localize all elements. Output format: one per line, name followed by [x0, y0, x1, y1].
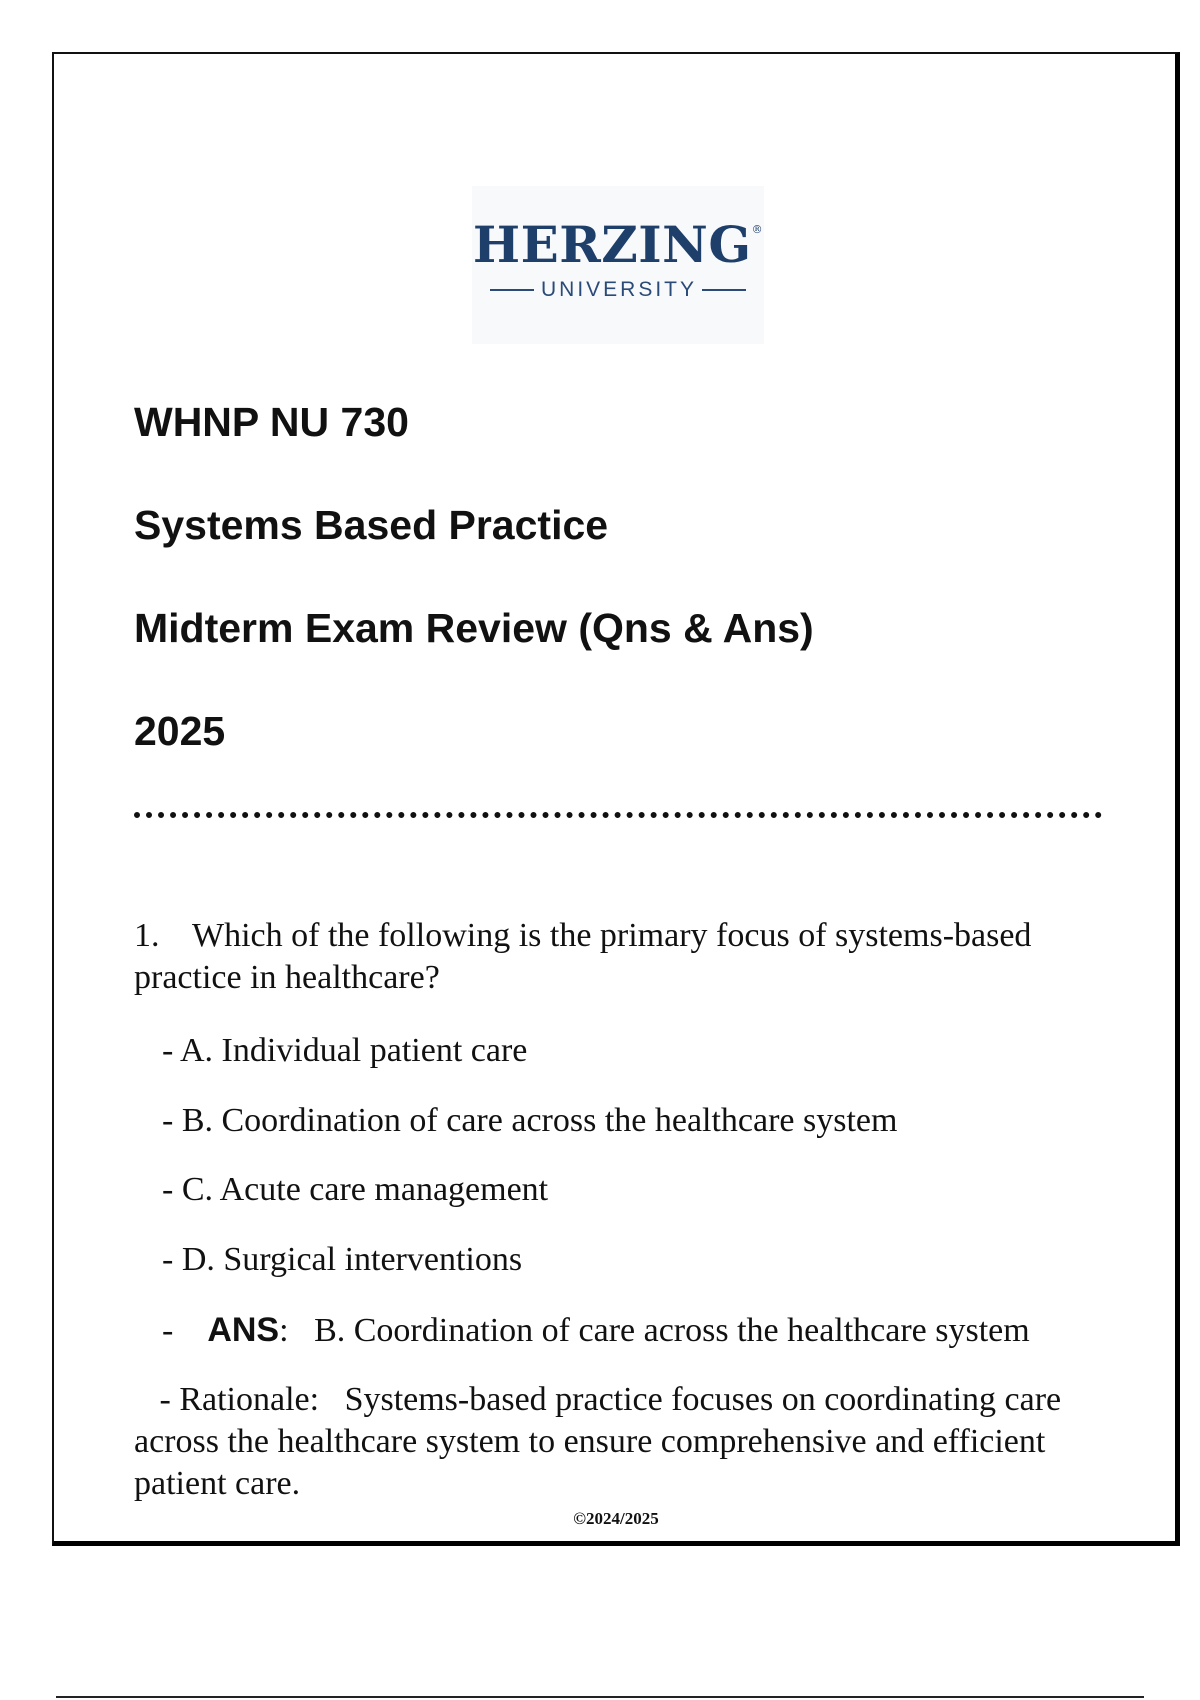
logo-registered-mark: ®	[751, 223, 764, 236]
option-c: - C. Acute care management	[162, 1171, 549, 1208]
logo-subtitle: UNIVERSITY	[540, 278, 698, 301]
exam-title: Midterm Exam Review (Qns & Ans)	[134, 605, 814, 651]
option-d: - D. Surgical interventions	[162, 1241, 523, 1278]
herzing-university-logo	[472, 186, 764, 344]
logo-rule-left	[490, 289, 534, 291]
rationale-text: Systems-based practice focuses on coordinating care across the healthcare system to ensure comprehensive and efficient patient care.	[134, 1381, 1062, 1502]
logo-rule-right	[702, 289, 746, 291]
option-a: - A. Individual patient care	[162, 1032, 528, 1069]
answer-text: B. Coordination of care across the healthcare system	[314, 1312, 1030, 1349]
course-code: WHNP NU 730	[134, 399, 409, 445]
answer-colon: :	[279, 1312, 289, 1349]
exam-year: 2025	[134, 708, 226, 754]
answer-label: ANS	[207, 1311, 280, 1349]
question-number: 1.	[134, 917, 160, 954]
rationale-prefix: - Rationale:	[159, 1381, 320, 1418]
course-title: Systems Based Practice	[134, 502, 609, 548]
logo-wordmark	[472, 215, 764, 274]
logo-name: HERZING	[472, 215, 752, 274]
logo-subtitle-row	[472, 278, 764, 302]
answer-dash: -	[162, 1312, 174, 1349]
question-text	[134, 915, 1094, 999]
bottom-rule	[56, 1696, 1144, 1698]
dotted-divider	[134, 812, 1102, 818]
copyright-notice: ©2024/2025	[573, 1509, 659, 1528]
answer-line	[162, 1309, 1030, 1352]
question-body: Which of the following is the primary focus of systems-based practice in healthcare?	[134, 917, 1032, 996]
rationale	[134, 1379, 1094, 1505]
option-b: - B. Coordination of care across the healthcare system	[162, 1102, 898, 1139]
